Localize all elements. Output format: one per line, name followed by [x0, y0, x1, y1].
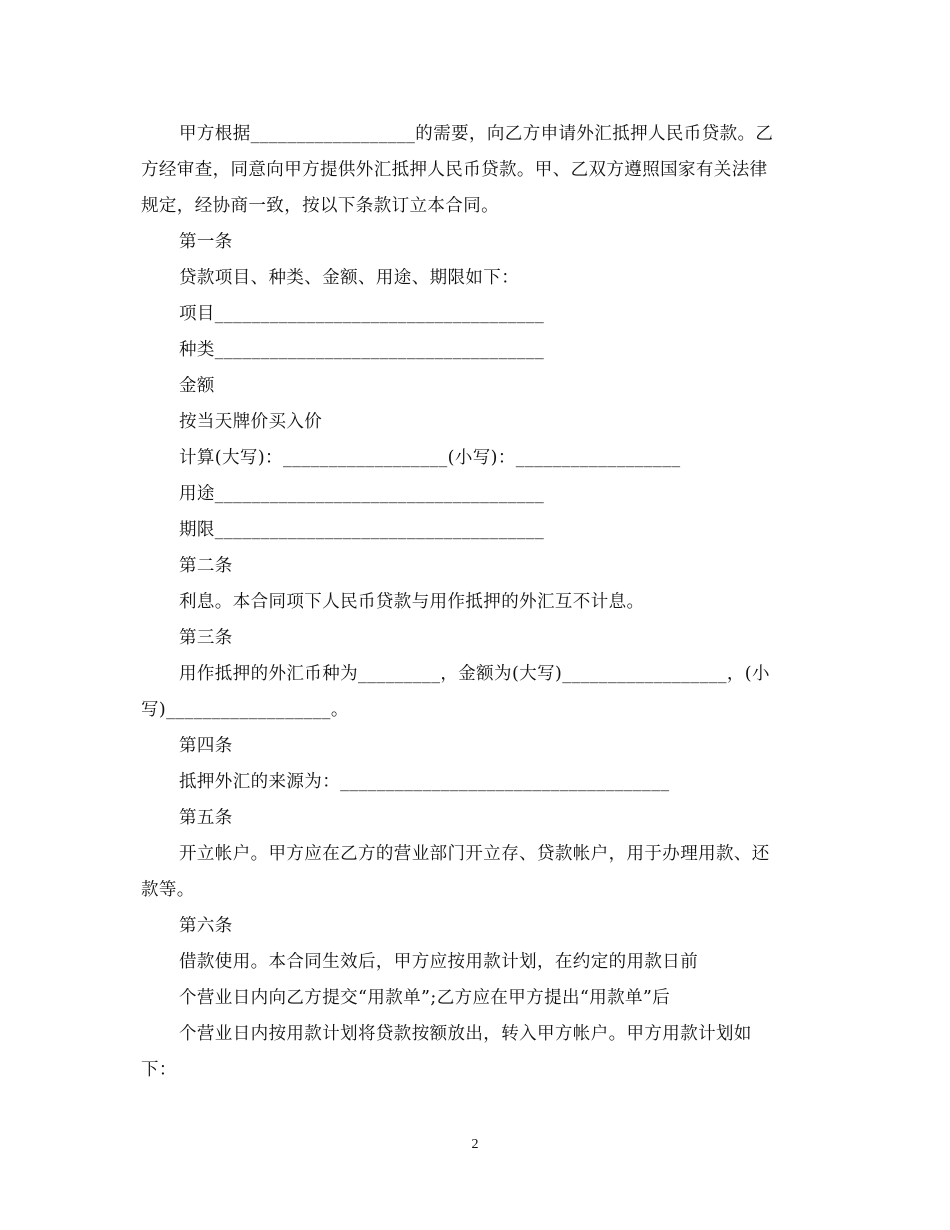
paragraph-line: 写)__________________。	[141, 700, 349, 720]
form-field-line: 抵押外汇的来源为：____________________________________	[179, 772, 670, 792]
form-field-line: 计算(大写)：__________________(小写)：__________________	[179, 448, 681, 468]
article-heading: 第五条	[179, 808, 233, 828]
paragraph-line: 甲方根据__________________的需要，向乙方申请外汇抵押人民币贷款。乙	[179, 124, 774, 144]
paragraph-line: 个营业日内按用款计划将贷款按额放出，转入甲方帐户。甲方用款计划如	[179, 1024, 752, 1044]
paragraph-line: 用作抵押的外汇币种为_________，金额为(大写)__________________，(小	[179, 664, 770, 684]
form-field-line: 用途____________________________________	[179, 484, 545, 504]
article-heading: 第一条	[179, 232, 233, 252]
article-heading: 第三条	[179, 628, 233, 648]
paragraph-line: 按当天牌价买入价	[179, 412, 323, 432]
paragraph-line: 下：	[141, 1060, 177, 1080]
form-field-line: 期限____________________________________	[179, 520, 545, 540]
article-heading: 第二条	[179, 556, 233, 576]
paragraph-line: 方经审查，同意向甲方提供外汇抵押人民币贷款。甲、乙双方遵照国家有关法律	[141, 160, 768, 180]
form-field-line: 金额	[179, 376, 215, 396]
form-field-line: 种类____________________________________	[179, 340, 545, 360]
form-field-line: 项目____________________________________	[179, 304, 545, 324]
paragraph-line: 开立帐户。甲方应在乙方的营业部门开立存、贷款帐户，用于办理用款、还	[179, 844, 770, 864]
article-heading: 第六条	[179, 916, 233, 936]
paragraph-line: 借款使用。本合同生效后，甲方应按用款计划，在约定的用款日前	[179, 952, 699, 972]
paragraph-line: 规定，经协商一致，按以下条款订立本合同。	[141, 196, 499, 216]
paragraph-line: 利息。本合同项下人民币贷款与用作抵押的外汇互不计息。	[179, 592, 645, 612]
paragraph-line: 款等。	[141, 880, 195, 900]
article-heading: 第四条	[179, 736, 233, 756]
paragraph-line: 贷款项目、种类、金额、用途、期限如下：	[179, 268, 520, 288]
paragraph-line: 个营业日内向乙方提交“用款单”;乙方应在甲方提出“用款单”后	[179, 988, 671, 1008]
page-number: 2	[471, 1137, 479, 1152]
